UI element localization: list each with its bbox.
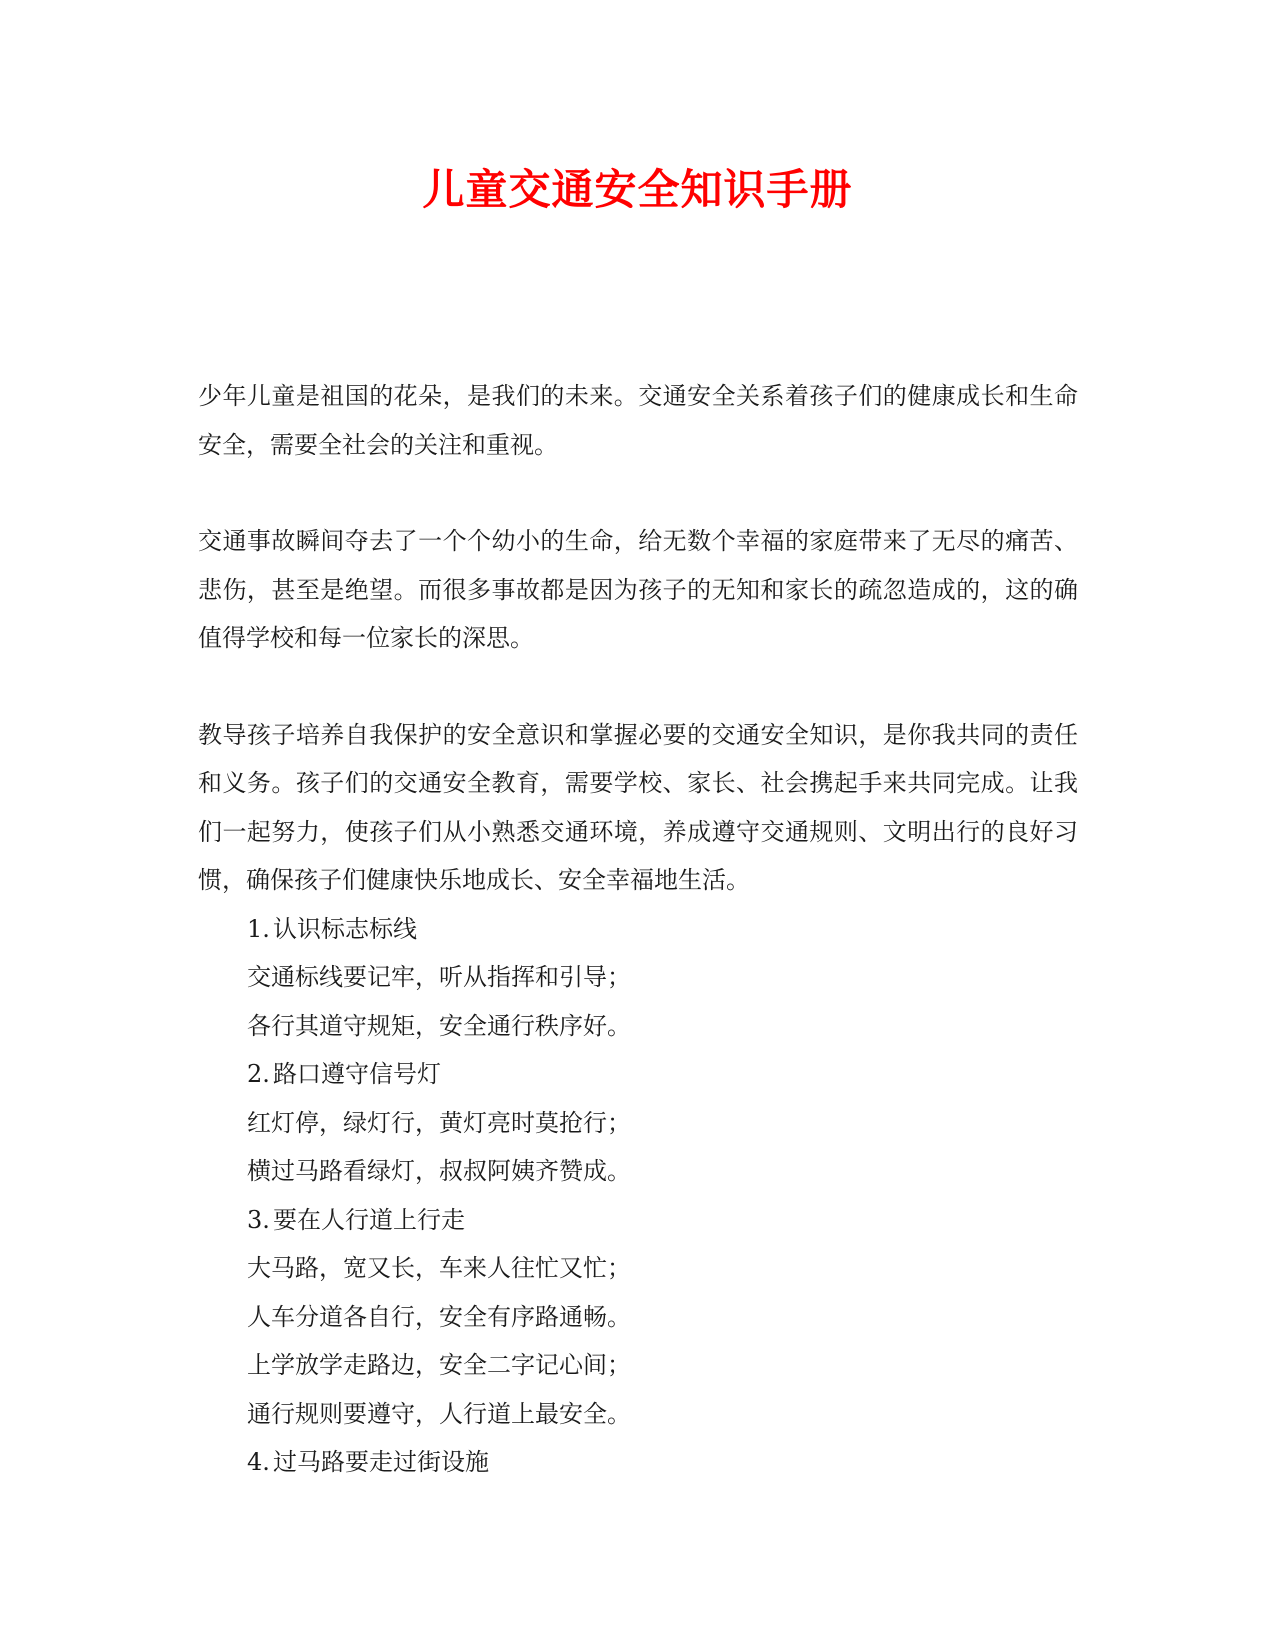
section-heading-text: 要在人行道上行走 [273, 1205, 465, 1234]
accident-paragraph: 交通事故瞬间夺去了一个个幼小的生命，给无数个幸福的家庭带来了无尽的痛苦、悲伤，甚至是绝望。而很多事故都是因为孩子的无知和家长的疏忽造成的，这的确值得学校和每一位家长的深思。 [198, 527, 1078, 652]
rhyme-line: 各行其道守规矩，安全通行秩序好。 [247, 1011, 631, 1040]
section-number: 4. [247, 1448, 270, 1476]
section-heading [198, 905, 1078, 954]
section-heading [198, 1050, 1078, 1099]
section-number: 3. [247, 1205, 270, 1234]
rules-list [198, 905, 1078, 1487]
rule-section-2 [198, 1050, 1078, 1196]
rule-section-3 [198, 1196, 1078, 1439]
section-heading-text: 路口遵守信号灯 [273, 1060, 441, 1088]
rhyme-line: 红灯停，绿灯行，黄灯亮时莫抢行； [247, 1108, 631, 1137]
section-heading-text: 过马路要走过街设施 [273, 1448, 489, 1476]
section-heading [198, 1438, 1078, 1487]
document-body [198, 372, 1078, 1487]
rhyme-line: 横过马路看绿灯，叔叔阿姨齐赞成。 [247, 1157, 631, 1185]
section-heading [198, 1196, 1078, 1245]
rhyme-line: 大马路，宽又长，车来人往忙又忙； [247, 1254, 631, 1282]
document-title: 儿童交通安全知识手册 [422, 165, 853, 214]
rhyme-line: 人车分道各自行，安全有序路通畅。 [247, 1302, 631, 1331]
rule-section-4 [198, 1438, 1078, 1487]
intro-paragraph: 少年儿童是祖国的花朵，是我们的未来。交通安全关系着孩子们的健康成长和生命安全，需要全社会的关注和重视。 [198, 382, 1078, 459]
rhyme-line: 交通标线要记牢，听从指挥和引导； [247, 963, 631, 991]
rhyme-line: 上学放学走路边，安全二字记心间； [247, 1351, 631, 1379]
rule-section-1 [198, 905, 1078, 1051]
section-number: 2. [247, 1060, 270, 1088]
education-paragraph: 教导孩子培养自我保护的安全意识和掌握必要的交通安全知识，是你我共同的责任和义务。孩子们的交通安全教育，需要学校、家长、社会携起手来共同完成。让我们一起努力，使孩子们从小熟悉交通环境，养成遵守交通规则、文明出行的良好习惯，确保孩子们健康快乐地成长、安全幸福地生活。 [198, 720, 1078, 894]
rhyme-line: 通行规则要遵守，人行道上最安全。 [247, 1399, 631, 1428]
section-heading-text: 认识标志标线 [273, 914, 417, 943]
section-number: 1. [247, 914, 270, 943]
